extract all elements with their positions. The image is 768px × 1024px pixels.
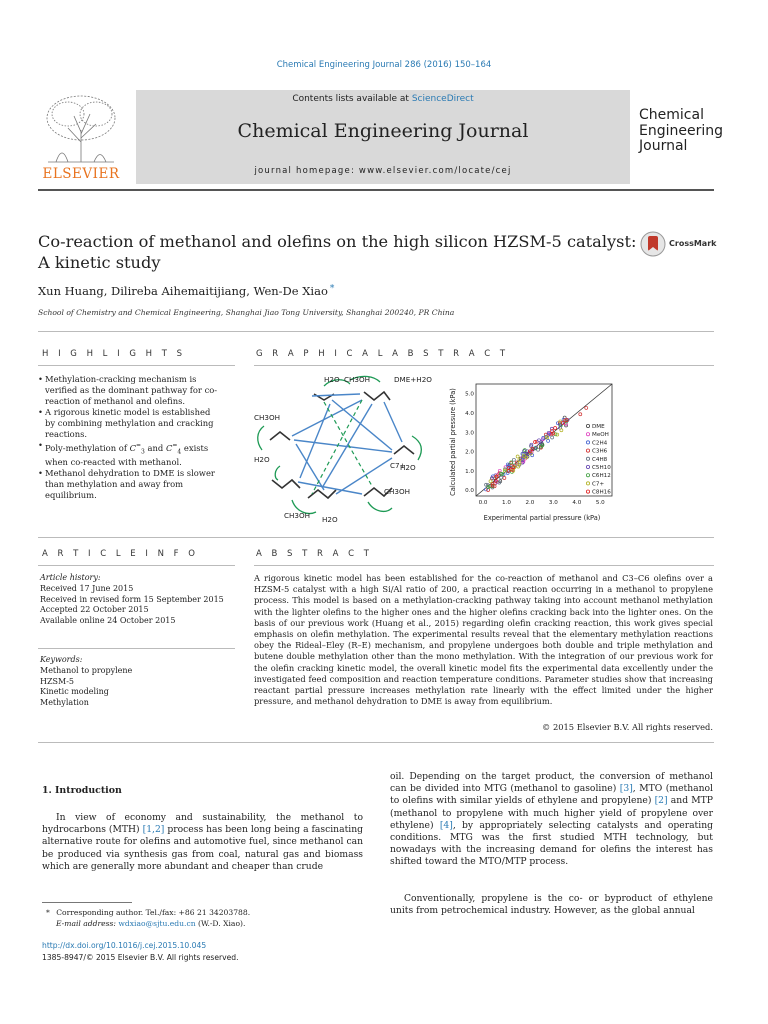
- citation-ref[interactable]: [3]: [619, 783, 633, 795]
- rule-graphical: [254, 365, 714, 366]
- x-tick-label: 0.0: [478, 500, 488, 506]
- history-online: Available online 24 October 2015: [40, 616, 176, 626]
- legend-label: C7+: [592, 481, 605, 488]
- logo-line-3: Journal: [639, 138, 688, 154]
- author-names: Xun Huang, Dilireba Aihemaitijiang, Wen-De Xiao: [38, 284, 328, 298]
- corresponding-mark[interactable]: *: [329, 284, 335, 294]
- highlight-item: • Poly-methylation of $C^=_3$ and $C^=_4$ exists when co-reacted with methanol.: [38, 440, 223, 468]
- contents-prefix: Contents lists available at: [292, 94, 412, 104]
- y-tick-label: 3.0: [465, 430, 474, 437]
- journal-logo: [639, 108, 723, 155]
- legend-label: C6H12: [592, 473, 611, 480]
- history-revised: Received in revised form 15 September 2015: [40, 594, 224, 604]
- citation-ref[interactable]: [2]: [654, 795, 668, 807]
- x-tick-label: 5.0: [595, 500, 605, 506]
- logo-line-2: Engineering: [639, 122, 723, 139]
- y-tick-label: 2.0: [465, 449, 474, 456]
- publisher-name: ELSEVIER: [42, 166, 120, 182]
- olefin-c2: [270, 432, 290, 440]
- highlight-item: • Methylation-cracking mechanism is verified as the dominant pathway for co-reaction of methanol and olefins.: [38, 374, 223, 407]
- scheme-label: H2O: [254, 455, 270, 464]
- citation-ref[interactable]: [4]: [439, 819, 453, 831]
- issn-line: 1385-8947/© 2015 Elsevier B.V. All rights reserved.: [42, 953, 239, 962]
- olefin-c4: [364, 392, 390, 400]
- logo-line-1: Chemical: [639, 107, 704, 123]
- highlights-heading: H I G H L I G H T S: [42, 349, 186, 359]
- scheme-label: CH3OH: [284, 511, 311, 520]
- history-label: Article history:: [40, 573, 101, 582]
- rule-keywords: [38, 648, 235, 649]
- authors: [38, 284, 334, 298]
- intro-right-paragraph: [390, 771, 713, 869]
- rule-highlights: [38, 365, 235, 366]
- intro-text: and MTP (methanol to propylene with much higher yield of propylene over ethylene): [390, 795, 713, 831]
- affiliation: School of Chemistry and Chemical Engineering, Shanghai Jiao Tong University, Shanghai 200240, PR China: [38, 308, 455, 317]
- y-tick-label: 1.0: [465, 468, 474, 475]
- intro-text: process has been long being a fascinating alternative route for olefins and automotive fuel, since methanol can be produced via synthesis gas from coal, natural gas and biomass which are generally more abundant and cheaper than crude: [42, 824, 364, 872]
- sciencedirect-link[interactable]: ScienceDirect: [411, 94, 474, 104]
- parity-chart: [446, 378, 626, 524]
- footnote: [42, 907, 372, 929]
- footnote-tel: Corresponding author. Tel./fax: +86 21 34203788.: [56, 908, 251, 917]
- scheme-label: CH3OH: [254, 413, 281, 422]
- keyword[interactable]: HZSM-5: [40, 676, 74, 686]
- legend-label: C3H6: [592, 448, 608, 455]
- article-title: [38, 231, 638, 273]
- crossmark-icon: [640, 231, 666, 257]
- contents-line: [136, 94, 630, 104]
- y-tick-label: 0.0: [465, 488, 474, 495]
- title-line-2: A kinetic study: [38, 253, 161, 272]
- scheme-label: DME+H2O: [394, 375, 432, 384]
- intro-right-paragraph-2: Conventionally, propylene is the co- or byproduct of ethylene units from petrochemical industry. However, as the global annual: [390, 893, 713, 917]
- y-tick-label: 4.0: [465, 410, 474, 417]
- crossmark-label: CrossMark: [669, 239, 717, 248]
- scheme-label: CH3OH: [344, 375, 371, 384]
- rule-abstract: [254, 565, 714, 566]
- highlight-item: • A rigorous kinetic model is established by combining methylation and cracking reactions.: [38, 407, 223, 440]
- keyword[interactable]: Methylation: [40, 698, 89, 708]
- x-tick-label: 1.0: [502, 500, 511, 506]
- olefin-c6: [272, 480, 300, 488]
- journal-homepage[interactable]: journal homepage: www.elsevier.com/locate/cej: [254, 166, 512, 176]
- highlight-item: • Methanol dehydration to DME is slower than methylation and away from equilibrium.: [38, 468, 223, 501]
- x-tick-label: 2.0: [525, 500, 535, 506]
- legend-label: C5H10: [592, 465, 611, 471]
- rule-graphical-bottom: [38, 537, 714, 538]
- citation-ref[interactable]: [1,2]: [142, 824, 165, 836]
- scheme-label: H2O: [324, 375, 340, 384]
- email-label: E-mail address:: [56, 919, 116, 928]
- history-accepted: Accepted 22 October 2015: [40, 605, 149, 615]
- abstract-copyright: © 2015 Elsevier B.V. All rights reserved.: [542, 722, 713, 732]
- rule-article-info: [38, 565, 235, 566]
- keywords: [40, 655, 230, 709]
- rule-abstract-bottom: [38, 742, 714, 743]
- legend-label: C8H16: [592, 489, 611, 496]
- olefin-c5: [394, 446, 414, 454]
- history-received: Received 17 June 2015: [40, 583, 134, 593]
- y-tick-label: 5.0: [465, 391, 474, 398]
- chart-ylabel: Calculated partial pressure (kPa): [449, 388, 457, 496]
- highlights-list: [38, 374, 223, 501]
- article-history: [40, 573, 230, 627]
- elsevier-tree-icon: [38, 92, 124, 164]
- email-suffix: (W.-D. Xiao).: [198, 919, 246, 928]
- footnote-email-line: [42, 918, 372, 929]
- journal-name: Chemical Engineering Journal: [237, 120, 529, 142]
- graphical-abstract-heading: G R A P H I C A L A B S T R A C T: [256, 349, 509, 359]
- reaction-scheme: [252, 370, 442, 528]
- scheme-label: C7+: [390, 461, 406, 470]
- x-tick-label: 4.0: [572, 500, 582, 506]
- email-link[interactable]: wdxiao@sjtu.edu.cn: [118, 919, 196, 928]
- doi-link[interactable]: http://dx.doi.org/10.1016/j.cej.2015.10.045: [42, 941, 207, 950]
- abstract-heading: A B S T R A C T: [256, 549, 373, 559]
- keywords-label: Keywords:: [40, 655, 83, 664]
- elsevier-logo[interactable]: [38, 92, 124, 184]
- x-tick-label: 3.0: [548, 500, 558, 506]
- scheme-label: H2O: [400, 463, 416, 472]
- intro-text: , MTO (methanol to olefins with similar yields of ethylene and propylene): [390, 783, 713, 807]
- rule-affiliation: [38, 331, 714, 332]
- abstract-text: A rigorous kinetic model has been established for the co-reaction of methanol and C3–C6 olefins over a HZSM-5 catalyst with a high Si/Al ratio of 200, a practical reaction occurring in a methanol to propylene process. This model is based on a methylation-cracking pathway taking into account methanol methylation with the lighter olefins to the higher ones and the higher olefins cracking back into the lighter ones. On the basis of our previous work (Huang et al., 2015) regarding olefin cracking reaction, this work gives special emphasis on olefin methylation. The experimental results reveal that the elementary methylation reactions obey the Rideal–Eley (R–E) mechanism, and propylene undergoes both double and triple methylation and butene double methylation other than the mono methylation. With the integration of our previous work for the olefin cracking kinetic model, the overall kinetic model fits the experimental data excellently under the investigated feed composition and reaction temperature conditions. Parameter studies show that increasing reactant partial pressure increases methylation rate linearly with the effect limited under the higher pressure, and methanol dehydration to DME is away from equilibrium.: [254, 573, 713, 707]
- intro-heading: 1. Introduction: [42, 785, 122, 796]
- article-info-heading: A R T I C L E I N F O: [42, 549, 199, 559]
- scheme-label: CH3OH: [384, 487, 411, 496]
- scheme-label: H2O: [322, 515, 338, 524]
- legend-label: C4H8: [592, 456, 608, 463]
- legend-label: MeOH: [592, 432, 609, 439]
- keyword[interactable]: Kinetic modeling: [40, 687, 109, 697]
- legend-label: DME: [592, 424, 605, 430]
- footnote-rule: [42, 902, 132, 903]
- intro-text: oil. Depending on the target product, the conversion of methanol can be divided into MTG (methanol to gasoline): [390, 771, 713, 795]
- legend-label: C2H4: [592, 440, 608, 447]
- footnote-star: *: [46, 908, 50, 917]
- chart-xlabel: Experimental partial pressure (kPa): [483, 514, 601, 522]
- keyword[interactable]: Methanol to propylene: [40, 665, 133, 675]
- intro-text: , by appropriately selecting catalysts and operating conditions. MTG was the first studied MTH technology, but nowadays with the increasing demand for olefins the interest has shifted toward the MTO/MTP process.: [390, 819, 713, 868]
- journal-citation[interactable]: Chemical Engineering Journal 286 (2016) 150–164: [276, 60, 492, 70]
- footnote-corresponding: [42, 907, 372, 918]
- intro-left-paragraph: [42, 812, 363, 873]
- intro-text: In view of economy and sustainability, the methanol to hydrocarbons (MTH): [42, 812, 363, 836]
- crossmark-badge[interactable]: [640, 231, 720, 259]
- masthead-rule: [38, 189, 714, 191]
- title-line-1: Co-reaction of methanol and olefins on the high silicon HZSM-5 catalyst:: [38, 232, 637, 251]
